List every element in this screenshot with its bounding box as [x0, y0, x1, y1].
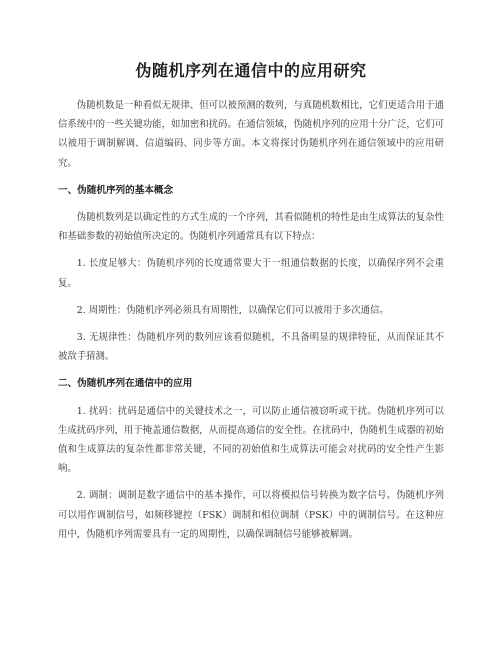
section-1-item-2: 2. 周期性：伪随机序列必须具有周期性，以确保它们可以被用于多次通信。	[76, 304, 389, 316]
section-1-heading: 一、伪随机序列的基本概念	[58, 184, 174, 196]
section-1-item-3: 3. 无规律性：伪随机序列的数列应该看似随机，不具备明显的规律特征，从而保证其不被敌手猜测。	[58, 332, 444, 363]
section-2-item-1: 1. 扰码：扰码是通信中的关键技术之一，可以防止通信被窃听或干扰。伪随机序列可以生成扰码序列，用于掩盖通信数据，从而提高通信的安全性。在扰码中，伪随机生成器的初始值和生成算法的复杂性都非常关键，不同的初始值和生成算法可能会对扰码的安全性产生影响。	[58, 405, 444, 475]
section-2-heading: 二、伪随机序列在通信中的应用	[58, 378, 193, 390]
document-title: 伪随机序列在通信中的应用研究	[135, 61, 367, 80]
document-body	[58, 96, 444, 552]
intro-paragraph: 伪随机数是一种看似无规律、但可以被预测的数列，与真随机数相比，它们更适合用于通信系统中的一些关键功能，如加密和扰码。在通信领域，伪随机序列的应用十分广泛，它们可以被用于调制解调、信道编码、同步等方面。本文将探讨伪随机序列在通信领域中的应用研究。	[58, 100, 444, 169]
section-1-paragraph: 伪随机数列是以确定性的方式生成的一个序列，其看似随机的特性是由生成算法的复杂性和基础参数的初始值所决定的。伪随机序列通常具有以下特点：	[58, 212, 444, 243]
section-2-item-2: 2. 调制：调制是数字通信中的基本操作，可以将模拟信号转换为数字信号。伪随机序列可以用作调制信号，如频移键控（FSK）调制和相位调制（PSK）中的调制信号。在这种应用中，伪随机序列需要具有一定的周期性，以确保调制信号能够被解调。	[58, 490, 444, 540]
section-1-item-1: 1. 长度足够大：伪随机序列的长度通常要大于一组通信数据的长度，以确保序列不会重复。	[58, 258, 444, 289]
